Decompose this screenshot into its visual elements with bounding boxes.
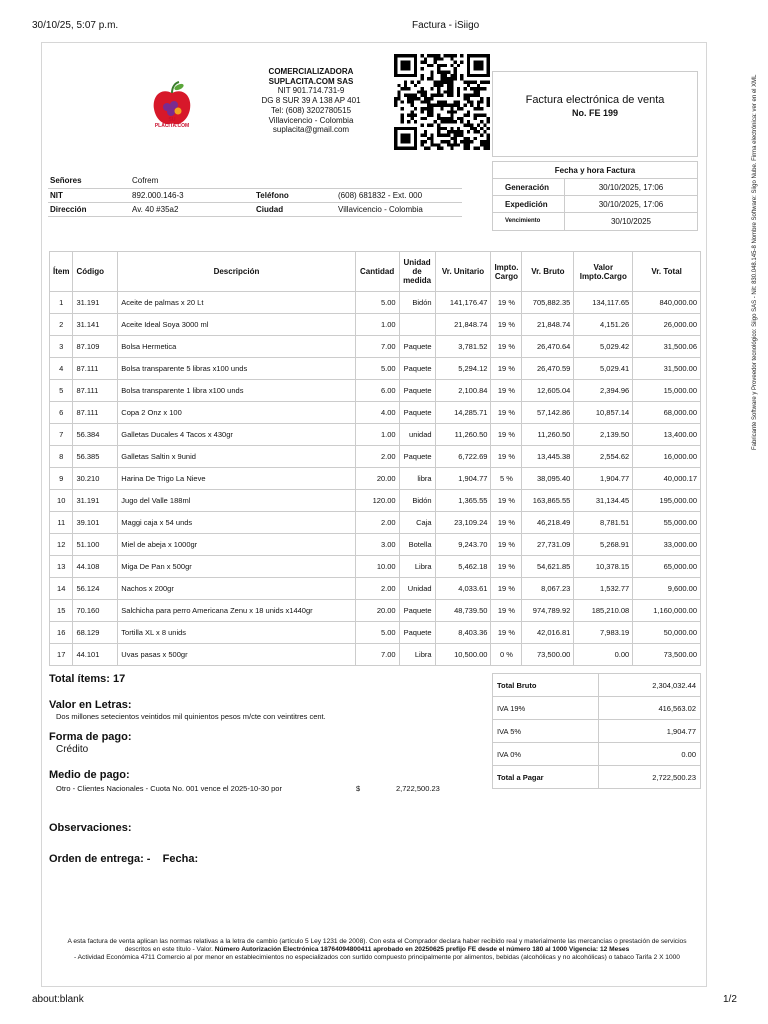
cell-unidad: Unidad xyxy=(399,578,435,600)
cell-descripcion: Bolsa transparente 1 libra x100 unds xyxy=(118,380,355,402)
cell-descripcion: Miel de abeja x 1000gr xyxy=(118,534,355,556)
cell-unidad: Botella xyxy=(399,534,435,556)
cell-codigo: 87.111 xyxy=(73,402,118,424)
cell-vr-total: 13,400.00 xyxy=(633,424,701,446)
cell-valor-impto: 1,532.77 xyxy=(574,578,633,600)
cell-valor-impto: 0.00 xyxy=(574,644,633,666)
cell-vr-total: 15,000.00 xyxy=(633,380,701,402)
telefono-value: (608) 681832 - Ext. 000 xyxy=(336,188,462,202)
client-info-table xyxy=(48,174,462,217)
cell-descripcion: Galletas Saltin x 9unid xyxy=(118,446,355,468)
cell-vr-bruto: 54,621.85 xyxy=(522,556,574,578)
cell-unidad: Bidón xyxy=(399,490,435,512)
print-page-number: 1/2 xyxy=(723,994,737,1005)
cell-codigo: 30.210 xyxy=(73,468,118,490)
cell-impto: 19 % xyxy=(491,622,522,644)
cell-cantidad: 10.00 xyxy=(355,556,399,578)
cell-unidad: Paquete xyxy=(399,622,435,644)
generacion-value: 30/10/2025, 17:06 xyxy=(598,183,664,192)
cell-vr-unitario: 5,462.18 xyxy=(435,556,491,578)
valor-letras-label: Valor en Letras: xyxy=(49,699,132,711)
vencimiento-value: 30/10/2025 xyxy=(610,217,652,226)
forma-pago-value: Crédito xyxy=(56,744,89,755)
cell-vr-bruto: 13,445.38 xyxy=(522,446,574,468)
cell-vr-total: 1,160,000.00 xyxy=(633,600,701,622)
totals-value: 2,722,500.23 xyxy=(599,766,701,789)
cell-unidad: Libra xyxy=(399,644,435,666)
table-row xyxy=(50,578,701,600)
cell-unidad: Paquete xyxy=(399,358,435,380)
cell-item: 10 xyxy=(50,490,73,512)
nit-value: 892.000.146-3 xyxy=(130,188,254,202)
cell-impto: 19 % xyxy=(491,600,522,622)
medio-pago-line xyxy=(56,784,456,793)
cell-vr-total: 73,500.00 xyxy=(633,644,701,666)
cell-vr-total: 16,000.00 xyxy=(633,446,701,468)
cell-codigo: 87.111 xyxy=(73,380,118,402)
table-row xyxy=(50,600,701,622)
cell-impto: 19 % xyxy=(491,402,522,424)
cell-codigo: 87.111 xyxy=(73,358,118,380)
totals-table xyxy=(492,673,701,789)
cell-valor-impto: 8,781.51 xyxy=(574,512,633,534)
cell-item: 1 xyxy=(50,292,73,314)
vertical-software-note: Fabricante Software y Proveedor tecnológico: Siigo SAS - Nit: 830.048.145-8 Nombre Software: Siigo Nube. Firma electrónica: ver en el XML xyxy=(752,74,758,450)
th-impto: Impto. Cargo xyxy=(491,252,522,292)
cell-codigo: 39.101 xyxy=(73,512,118,534)
cell-vr-bruto: 46,218.49 xyxy=(522,512,574,534)
cell-codigo: 70.160 xyxy=(73,600,118,622)
cell-item: 17 xyxy=(50,644,73,666)
cell-unidad: Bidón xyxy=(399,292,435,314)
forma-pago-label: Forma de pago: xyxy=(49,731,132,743)
totals-label: Total a Pagar xyxy=(493,766,599,789)
cell-unidad: Paquete xyxy=(399,402,435,424)
direccion-label: Dirección xyxy=(48,202,130,216)
company-email: suplacita@gmail.com xyxy=(272,125,350,135)
senores-value: Cofrem xyxy=(130,174,254,188)
legal-text-1: A esta factura de venta aplican las normas relativas a la letra de cambio (artículo 5 Ley 1231 de 2008). Con esta el Comprador declara haber recibido real y materialmente las mercancías o prestación de servicios descritos en este título - Valor. xyxy=(67,938,687,953)
cell-valor-impto: 5,268.91 xyxy=(574,534,633,556)
cell-vr-unitario: 141,176.47 xyxy=(435,292,491,314)
cell-vr-bruto: 38,095.40 xyxy=(522,468,574,490)
cell-impto: 19 % xyxy=(491,490,522,512)
cell-item: 4 xyxy=(50,358,73,380)
company-city: Villavicencio - Colombia xyxy=(268,115,354,125)
cell-item: 16 xyxy=(50,622,73,644)
nit-label: NIT xyxy=(48,188,130,202)
cell-vr-bruto: 21,848.74 xyxy=(522,314,574,336)
cell-descripcion: Aceite Ideal Soya 3000 ml xyxy=(118,314,355,336)
cell-impto: 19 % xyxy=(491,578,522,600)
items-header-row xyxy=(50,252,701,292)
cell-vr-unitario: 48,739.50 xyxy=(435,600,491,622)
cell-descripcion: Bolsa transparente 5 libras x100 unds xyxy=(118,358,355,380)
cell-vr-unitario: 1,904.77 xyxy=(435,468,491,490)
vencimiento-row xyxy=(493,213,697,230)
table-row xyxy=(50,512,701,534)
cell-unidad: Libra xyxy=(399,556,435,578)
cell-vr-total: 33,000.00 xyxy=(633,534,701,556)
table-row xyxy=(50,468,701,490)
th-vr-bruto: Vr. Bruto xyxy=(522,252,574,292)
cell-vr-total: 31,500.06 xyxy=(633,336,701,358)
cell-impto: 19 % xyxy=(491,314,522,336)
cell-impto: 19 % xyxy=(491,358,522,380)
cell-unidad: unidad xyxy=(399,424,435,446)
cell-codigo: 68.129 xyxy=(73,622,118,644)
cell-vr-bruto: 42,016.81 xyxy=(522,622,574,644)
totals-row xyxy=(493,720,701,743)
legal-notice xyxy=(62,938,692,962)
cell-valor-impto: 10,378.15 xyxy=(574,556,633,578)
cell-vr-unitario: 10,500.00 xyxy=(435,644,491,666)
cell-unidad: libra xyxy=(399,468,435,490)
totals-value: 1,904.77 xyxy=(599,720,701,743)
cell-descripcion: Uvas pasas x 500gr xyxy=(118,644,355,666)
cell-unidad: Paquete xyxy=(399,380,435,402)
cell-vr-bruto: 26,470.64 xyxy=(522,336,574,358)
items-table xyxy=(49,251,701,666)
company-info xyxy=(240,67,382,135)
cell-impto: 19 % xyxy=(491,292,522,314)
cell-impto: 19 % xyxy=(491,446,522,468)
cell-vr-unitario: 2,100.84 xyxy=(435,380,491,402)
cell-item: 9 xyxy=(50,468,73,490)
medio-pago-amount: 2,722,500.23 xyxy=(396,784,440,793)
cell-vr-bruto: 26,470.59 xyxy=(522,358,574,380)
medio-pago-currency: $ xyxy=(356,784,361,793)
cell-vr-unitario: 21,848.74 xyxy=(435,314,491,336)
cell-descripcion: Miga De Pan x 500gr xyxy=(118,556,355,578)
cell-codigo: 56.384 xyxy=(73,424,118,446)
cell-cantidad: 20.00 xyxy=(355,468,399,490)
cell-valor-impto: 4,151.26 xyxy=(574,314,633,336)
cell-cantidad: 20.00 xyxy=(355,600,399,622)
table-row xyxy=(50,292,701,314)
th-vr-unitario: Vr. Unitario xyxy=(435,252,491,292)
table-row xyxy=(50,336,701,358)
cell-cantidad: 120.00 xyxy=(355,490,399,512)
cell-descripcion: Bolsa Hermetica xyxy=(118,336,355,358)
cell-vr-bruto: 974,789.92 xyxy=(522,600,574,622)
dates-header: Fecha y hora Factura xyxy=(493,162,697,179)
cell-item: 3 xyxy=(50,336,73,358)
cell-codigo: 44.101 xyxy=(73,644,118,666)
table-row xyxy=(50,314,701,336)
cell-unidad xyxy=(399,314,435,336)
cell-cantidad: 7.00 xyxy=(355,644,399,666)
cell-descripcion: Maggi caja x 54 unds xyxy=(118,512,355,534)
cell-valor-impto: 134,117.65 xyxy=(574,292,633,314)
cell-valor-impto: 2,394.96 xyxy=(574,380,633,402)
totals-label: IVA 0% xyxy=(493,743,599,766)
cell-vr-bruto: 163,865.55 xyxy=(522,490,574,512)
cell-item: 15 xyxy=(50,600,73,622)
invoice-dates-box xyxy=(492,161,698,231)
cell-cantidad: 5.00 xyxy=(355,622,399,644)
cell-item: 2 xyxy=(50,314,73,336)
cell-vr-bruto: 73,500.00 xyxy=(522,644,574,666)
th-valor-impto: Valor Impto.Cargo xyxy=(574,252,633,292)
generacion-label: Generación xyxy=(493,179,565,195)
cell-vr-unitario: 14,285.71 xyxy=(435,402,491,424)
direccion-value: Av. 40 #35a2 xyxy=(130,202,254,216)
cell-vr-bruto: 57,142.86 xyxy=(522,402,574,424)
totals-label: IVA 5% xyxy=(493,720,599,743)
browser-print-header xyxy=(0,0,768,40)
company-phone: Tel: (608) 3202780515 xyxy=(270,105,352,115)
cell-descripcion: Harina De Trigo La Nieve xyxy=(118,468,355,490)
totals-row xyxy=(493,697,701,720)
cell-descripcion: Galletas Ducales 4 Tacos x 430gr xyxy=(118,424,355,446)
cell-item: 6 xyxy=(50,402,73,424)
cell-descripcion: Aceite de palmas x 20 Lt xyxy=(118,292,355,314)
cell-vr-total: 840,000.00 xyxy=(633,292,701,314)
cell-impto: 19 % xyxy=(491,336,522,358)
ciudad-value: Villavicencio - Colombia xyxy=(336,202,462,216)
cell-unidad: Caja xyxy=(399,512,435,534)
cell-vr-total: 68,000.00 xyxy=(633,402,701,424)
logo-text: SU PLACITA.COM xyxy=(154,117,190,129)
cell-valor-impto: 10,857.14 xyxy=(574,402,633,424)
orden-entrega-label: Orden de entrega: - Fecha: xyxy=(49,853,199,865)
observaciones-label: Observaciones: xyxy=(49,822,132,834)
th-vr-total: Vr. Total xyxy=(633,252,701,292)
totals-label: Total Bruto xyxy=(493,674,599,697)
invoice-page xyxy=(41,42,707,987)
legal-text-2: - Actividad Económica 4711 Comercio al por menor en establecimientos no especializados con surtido compuesto principalmente por alimentos, bebidas (alcohólicas y no alcohólicas) o tabaco Tarifa 2 X 1000 xyxy=(74,954,680,961)
cell-valor-impto: 2,554.62 xyxy=(574,446,633,468)
cell-unidad: Paquete xyxy=(399,446,435,468)
cell-item: 8 xyxy=(50,446,73,468)
senores-label: Señores xyxy=(48,174,130,188)
cell-cantidad: 7.00 xyxy=(355,336,399,358)
expedicion-value: 30/10/2025, 17:06 xyxy=(598,200,664,209)
cell-vr-unitario: 4,033.61 xyxy=(435,578,491,600)
invoice-number: No. FE 199 xyxy=(571,108,618,118)
medio-pago-value: Otro - Clientes Nacionales - Cuota No. 001 vence el 2025-10-30 por xyxy=(56,784,282,793)
cell-valor-impto: 5,029.41 xyxy=(574,358,633,380)
cell-cantidad: 2.00 xyxy=(355,512,399,534)
cell-impto: 19 % xyxy=(491,424,522,446)
cell-descripcion: Jugo del Valle 188ml xyxy=(118,490,355,512)
print-url: about:blank xyxy=(32,994,84,1005)
cell-vr-bruto: 11,260.50 xyxy=(522,424,574,446)
table-row xyxy=(50,380,701,402)
cell-cantidad: 1.00 xyxy=(355,424,399,446)
cell-valor-impto: 1,904.77 xyxy=(574,468,633,490)
cell-vr-total: 9,600.00 xyxy=(633,578,701,600)
cell-codigo: 51.100 xyxy=(73,534,118,556)
th-cantidad: Cantidad xyxy=(355,252,399,292)
expedicion-label: Expedición xyxy=(493,196,565,212)
th-unidad: Unidad de medida xyxy=(399,252,435,292)
cell-item: 11 xyxy=(50,512,73,534)
table-row xyxy=(50,644,701,666)
company-nit: NIT 901.714.731-9 xyxy=(277,86,345,96)
cell-vr-unitario: 23,109.24 xyxy=(435,512,491,534)
cell-vr-total: 40,000.17 xyxy=(633,468,701,490)
ciudad-label: Ciudad xyxy=(254,202,336,216)
totals-row xyxy=(493,743,701,766)
cell-cantidad: 5.00 xyxy=(355,292,399,314)
table-row xyxy=(50,446,701,468)
table-row xyxy=(50,424,701,446)
th-codigo: Código xyxy=(73,252,118,292)
cell-valor-impto: 185,210.08 xyxy=(574,600,633,622)
cell-unidad: Paquete xyxy=(399,336,435,358)
th-descripcion: Descripción xyxy=(118,252,355,292)
cell-vr-bruto: 27,731.09 xyxy=(522,534,574,556)
cell-vr-bruto: 705,882.35 xyxy=(522,292,574,314)
expedicion-row xyxy=(493,196,697,213)
cell-vr-unitario: 5,294.12 xyxy=(435,358,491,380)
cell-vr-total: 195,000.00 xyxy=(633,490,701,512)
total-items: Total ítems: 17 xyxy=(49,673,126,685)
cell-vr-unitario: 1,365.55 xyxy=(435,490,491,512)
cell-item: 14 xyxy=(50,578,73,600)
cell-vr-total: 55,000.00 xyxy=(633,512,701,534)
print-datetime: 30/10/25, 5:07 p.m. xyxy=(32,20,119,31)
table-row xyxy=(50,534,701,556)
table-row xyxy=(50,490,701,512)
invoice-title-box xyxy=(492,71,698,157)
company-address: DG 8 SUR 39 A 138 AP 401 xyxy=(261,96,361,106)
cell-codigo: 44.108 xyxy=(73,556,118,578)
legal-text-bold: Número Autorización Electrónica 18764094800411 aprobado en 20250625 prefijo FE desde el número 180 al 1000 Vigencia: 12 Meses xyxy=(214,946,630,953)
totals-label: IVA 19% xyxy=(493,697,599,720)
invoice-title: Factura electrónica de venta xyxy=(525,94,665,106)
cell-impto: 5 % xyxy=(491,468,522,490)
cell-vr-unitario: 9,243.70 xyxy=(435,534,491,556)
cell-item: 7 xyxy=(50,424,73,446)
cell-vr-total: 26,000.00 xyxy=(633,314,701,336)
th-item: Ítem xyxy=(50,252,73,292)
cell-unidad: Paquete xyxy=(399,600,435,622)
telefono-label: Teléfono xyxy=(254,188,336,202)
generacion-row xyxy=(493,179,697,196)
table-row xyxy=(50,556,701,578)
cell-codigo: 31.141 xyxy=(73,314,118,336)
cell-codigo: 31.191 xyxy=(73,490,118,512)
cell-descripcion: Tortilla XL x 8 unids xyxy=(118,622,355,644)
totals-row xyxy=(493,674,701,697)
cell-impto: 19 % xyxy=(491,380,522,402)
cell-valor-impto: 31,134.45 xyxy=(574,490,633,512)
cell-codigo: 87.109 xyxy=(73,336,118,358)
cell-vr-unitario: 11,260.50 xyxy=(435,424,491,446)
totals-value: 416,563.02 xyxy=(599,697,701,720)
cell-vr-total: 50,000.00 xyxy=(633,622,701,644)
cell-codigo: 56.385 xyxy=(73,446,118,468)
company-name-2: SUPLACITA.COM SAS xyxy=(268,76,354,86)
cell-item: 12 xyxy=(50,534,73,556)
cell-impto: 0 % xyxy=(491,644,522,666)
totals-row xyxy=(493,766,701,789)
cell-vr-unitario: 8,403.36 xyxy=(435,622,491,644)
table-row xyxy=(50,402,701,424)
cell-item: 13 xyxy=(50,556,73,578)
cell-descripcion: Salchicha para perro Americana Zenu x 18 unids x1440gr xyxy=(118,600,355,622)
cell-descripcion: Copa 2 Onz x 100 xyxy=(118,402,355,424)
cell-vr-bruto: 8,067.23 xyxy=(522,578,574,600)
cell-descripcion: Nachos x 200gr xyxy=(118,578,355,600)
cell-cantidad: 4.00 xyxy=(355,402,399,424)
cell-vr-unitario: 6,722.69 xyxy=(435,446,491,468)
cell-impto: 19 % xyxy=(491,556,522,578)
table-row xyxy=(50,622,701,644)
cell-vr-total: 65,000.00 xyxy=(633,556,701,578)
company-name-1: COMERCIALIZADORA xyxy=(268,67,354,76)
totals-value: 0.00 xyxy=(599,743,701,766)
table-row xyxy=(50,358,701,380)
vencimiento-label: Vencimiento xyxy=(493,213,565,230)
cell-cantidad: 3.00 xyxy=(355,534,399,556)
cell-codigo: 56.124 xyxy=(73,578,118,600)
cell-vr-total: 31,500.00 xyxy=(633,358,701,380)
cell-cantidad: 6.00 xyxy=(355,380,399,402)
cell-valor-impto: 7,983.19 xyxy=(574,622,633,644)
cell-cantidad: 2.00 xyxy=(355,578,399,600)
totals-value: 2,304,032.44 xyxy=(599,674,701,697)
print-page-title: Factura - iSiigo xyxy=(412,20,480,31)
cell-codigo: 31.191 xyxy=(73,292,118,314)
valor-letras-value: Dos millones setecientos veintidos mil quinientos pesos m/cte con veintitres cent. xyxy=(56,712,326,721)
medio-pago-label: Medio de pago: xyxy=(49,769,130,781)
cell-valor-impto: 5,029.42 xyxy=(574,336,633,358)
qr-code-icon xyxy=(394,53,490,151)
cell-valor-impto: 2,139.50 xyxy=(574,424,633,446)
cell-cantidad: 2.00 xyxy=(355,446,399,468)
cell-cantidad: 5.00 xyxy=(355,358,399,380)
cell-vr-unitario: 3,781.52 xyxy=(435,336,491,358)
cell-cantidad: 1.00 xyxy=(355,314,399,336)
cell-vr-bruto: 12,605.04 xyxy=(522,380,574,402)
cell-item: 5 xyxy=(50,380,73,402)
cell-impto: 19 % xyxy=(491,534,522,556)
cell-impto: 19 % xyxy=(491,512,522,534)
